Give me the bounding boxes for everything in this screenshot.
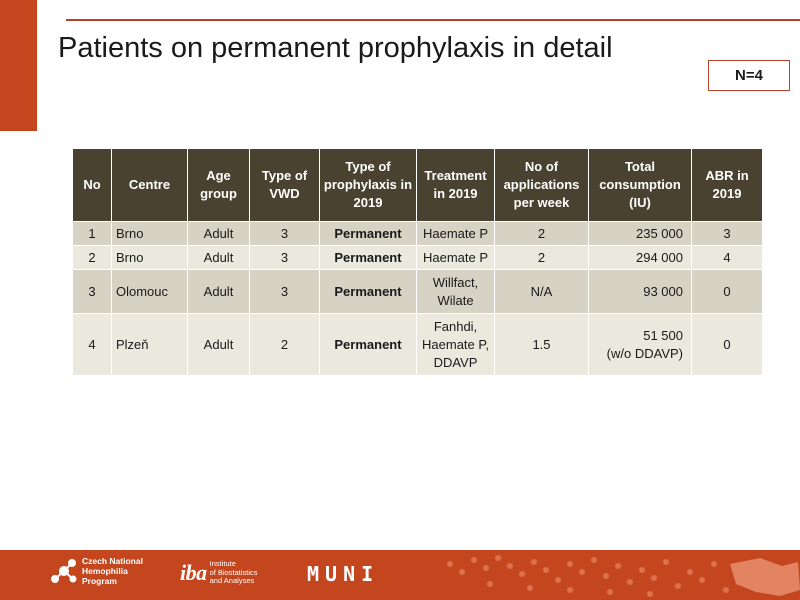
col-header-vwd-type: Type of VWD — [250, 149, 320, 222]
cell-vwd-type: 3 — [250, 222, 320, 246]
table-row — [73, 222, 763, 246]
cell-centre: Olomouc — [112, 270, 188, 314]
footer-bar — [0, 550, 800, 600]
cell-consumption: 294 000 — [589, 246, 692, 270]
cell-prophylaxis-type: Permanent — [320, 270, 417, 314]
cell-prophylaxis-type: Permanent — [320, 246, 417, 270]
cell-abr: 0 — [692, 314, 763, 376]
table-row — [73, 270, 763, 314]
col-header-prophylaxis-type: Type of prophylaxis in 2019 — [320, 149, 417, 222]
cell-age-group: Adult — [188, 222, 250, 246]
cell-age-group: Adult — [188, 246, 250, 270]
cell-treatment: Fanhdi, Haemate P, DDAVP — [417, 314, 495, 376]
cell-treatment: Willfact, Wilate — [417, 270, 495, 314]
iba-wordmark: iba — [180, 560, 207, 585]
decorative-dot-pattern — [430, 550, 800, 600]
slide-title: Patients on permanent prophylaxis in detail — [58, 32, 613, 64]
table-header-row — [73, 149, 763, 222]
table-row — [73, 314, 763, 376]
cell-abr: 3 — [692, 222, 763, 246]
muni-logo: MUNI — [307, 562, 380, 586]
cell-centre: Brno — [112, 222, 188, 246]
sample-size-badge: N=4 — [708, 60, 790, 91]
col-header-consumption: Total consumption (IU) — [589, 149, 692, 222]
cell-prophylaxis-type: Permanent — [320, 222, 417, 246]
cell-applications: 2 — [495, 246, 589, 270]
cell-no: 3 — [73, 270, 112, 314]
prophylaxis-table — [72, 148, 763, 376]
col-header-age-group: Age group — [188, 149, 250, 222]
col-header-applications: No of applications per week — [495, 149, 589, 222]
cell-centre: Brno — [112, 246, 188, 270]
cell-applications: 2 — [495, 222, 589, 246]
cell-vwd-type: 3 — [250, 246, 320, 270]
cell-consumption: 93 000 — [589, 270, 692, 314]
hemophilia-program-logo — [50, 556, 143, 586]
cell-treatment: Haemate P — [417, 246, 495, 270]
cell-no: 4 — [73, 314, 112, 376]
col-header-centre: Centre — [112, 149, 188, 222]
cell-applications: 1.5 — [495, 314, 589, 376]
molecule-icon — [50, 557, 78, 585]
cell-vwd-type: 3 — [250, 270, 320, 314]
cell-abr: 4 — [692, 246, 763, 270]
cell-abr: 0 — [692, 270, 763, 314]
iba-institute-text: Institute of Biostatistics and Analyses — [209, 559, 258, 586]
cell-no: 1 — [73, 222, 112, 246]
hemophilia-program-text: Czech National Hemophilia Program — [82, 556, 143, 586]
cell-centre: Plzeň — [112, 314, 188, 376]
cell-consumption: 235 000 — [589, 222, 692, 246]
title-rule — [66, 19, 800, 21]
left-accent-bar — [0, 0, 37, 131]
cell-vwd-type: 2 — [250, 314, 320, 376]
cell-age-group: Adult — [188, 314, 250, 376]
cell-treatment: Haemate P — [417, 222, 495, 246]
cell-consumption: 51 500 (w/o DDAVP) — [589, 314, 692, 376]
cell-no: 2 — [73, 246, 112, 270]
cell-age-group: Adult — [188, 270, 250, 314]
cell-prophylaxis-type: Permanent — [320, 314, 417, 376]
table-row — [73, 246, 763, 270]
col-header-abr: ABR in 2019 — [692, 149, 763, 222]
cell-applications: N/A — [495, 270, 589, 314]
iba-logo — [180, 560, 258, 586]
col-header-treatment: Treatment in 2019 — [417, 149, 495, 222]
col-header-no: No — [73, 149, 112, 222]
